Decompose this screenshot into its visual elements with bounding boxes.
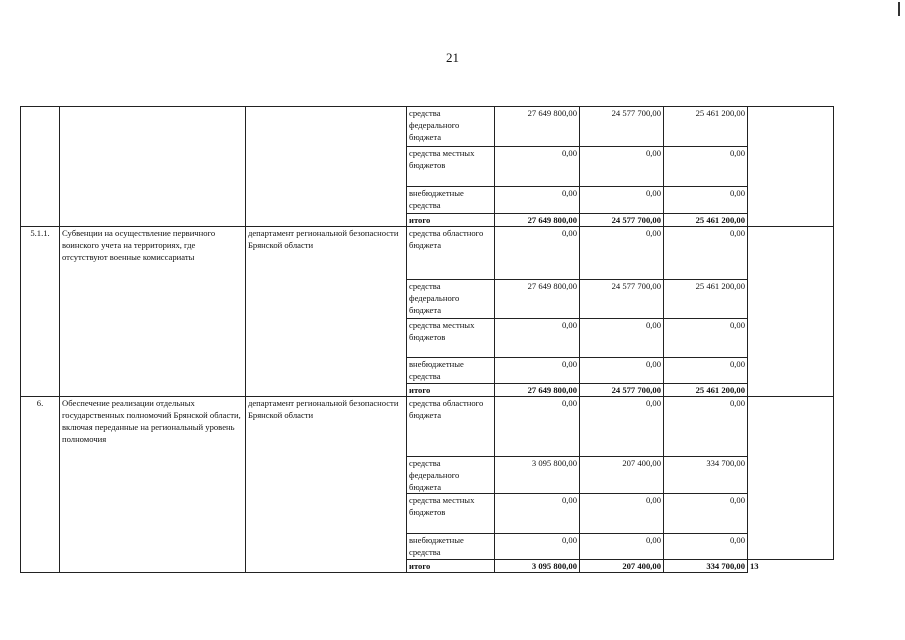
row-note: 13 — [750, 561, 759, 571]
value-year-3: 25 461 200,00 — [664, 214, 748, 227]
value-year-1: 0,00 — [495, 358, 580, 384]
value-year-2: 24 577 700,00 — [580, 280, 664, 319]
funding-source: средства федерального бюджета — [407, 280, 495, 319]
value-year-2: 0,00 — [580, 147, 664, 187]
funding-source: внебюджетные средства — [407, 358, 495, 384]
activity-name-cell — [60, 107, 246, 227]
funding-source: итого — [407, 560, 495, 573]
value-year-2: 24 577 700,00 — [580, 107, 664, 147]
funding-source: средства федерального бюджета — [407, 107, 495, 147]
value-year-2: 0,00 — [580, 534, 664, 560]
row-number-cell — [21, 107, 60, 227]
value-year-3: 0,00 — [664, 319, 748, 358]
value-year-2: 0,00 — [580, 187, 664, 214]
value-year-3: 0,00 — [664, 534, 748, 560]
funding-source: средства областного бюджета — [407, 227, 495, 280]
funding-source: внебюджетные средства — [407, 187, 495, 214]
table-row — [21, 397, 834, 457]
value-year-2: 0,00 — [580, 227, 664, 280]
value-year-2: 0,00 — [580, 397, 664, 457]
indicator-cell — [748, 397, 834, 560]
activity-name: Обеспечение реализации отдельных государственных полномочий Брянской области, включая переданные на региональный уровень полномочия — [60, 397, 246, 573]
value-year-1: 27 649 800,00 — [495, 107, 580, 147]
value-year-1: 0,00 — [495, 227, 580, 280]
funding-source: итого — [407, 214, 495, 227]
value-year-1: 27 649 800,00 — [495, 384, 580, 397]
value-year-3: 25 461 200,00 — [664, 280, 748, 319]
executor-cell — [246, 107, 407, 227]
value-year-2: 207 400,00 — [580, 457, 664, 494]
funding-source: средства местных бюджетов — [407, 319, 495, 358]
value-year-1: 0,00 — [495, 147, 580, 187]
value-year-1: 0,00 — [495, 494, 580, 534]
value-year-3: 25 461 200,00 — [664, 107, 748, 147]
value-year-1: 0,00 — [495, 319, 580, 358]
row-number: 6. — [21, 397, 60, 573]
value-year-1: 27 649 800,00 — [495, 214, 580, 227]
indicator-cell — [748, 227, 834, 397]
value-year-1: 27 649 800,00 — [495, 280, 580, 319]
funding-source: средства местных бюджетов — [407, 147, 495, 187]
value-year-3: 0,00 — [664, 494, 748, 534]
row-number: 5.1.1. — [21, 227, 60, 397]
scan-edge-mark — [898, 2, 900, 16]
value-year-2: 24 577 700,00 — [580, 384, 664, 397]
funding-source: средства федерального бюджета — [407, 457, 495, 494]
funding-source: средства областного бюджета — [407, 397, 495, 457]
budget-table — [20, 106, 834, 573]
executor: департамент региональной безопасности Брянской области — [246, 397, 407, 573]
value-year-3: 0,00 — [664, 358, 748, 384]
value-year-3: 0,00 — [664, 147, 748, 187]
indicator-cell — [748, 107, 834, 227]
value-year-2: 0,00 — [580, 494, 664, 534]
value-year-2: 0,00 — [580, 319, 664, 358]
value-year-2: 207 400,00 — [580, 560, 664, 573]
executor: департамент региональной безопасности Брянской области — [246, 227, 407, 397]
value-year-1: 3 095 800,00 — [495, 560, 580, 573]
value-year-3: 0,00 — [664, 187, 748, 214]
page-number: 21 — [446, 50, 459, 65]
value-year-3: 0,00 — [664, 227, 748, 280]
value-year-1: 0,00 — [495, 187, 580, 214]
value-year-2: 0,00 — [580, 358, 664, 384]
value-year-2: 24 577 700,00 — [580, 214, 664, 227]
value-year-3: 334 700,00 — [664, 457, 748, 494]
activity-name: Субвенции на осуществление первичного воинского учета на территориях, где отсутствуют военные комиссариаты — [60, 227, 246, 397]
value-year-3: 0,00 — [664, 397, 748, 457]
funding-source: итого — [407, 384, 495, 397]
value-year-3: 334 700,00 — [664, 560, 748, 573]
value-year-1: 0,00 — [495, 397, 580, 457]
value-year-1: 3 095 800,00 — [495, 457, 580, 494]
value-year-3: 25 461 200,00 — [664, 384, 748, 397]
funding-source: внебюджетные средства — [407, 534, 495, 560]
table-row — [21, 107, 834, 147]
value-year-1: 0,00 — [495, 534, 580, 560]
table-row — [21, 227, 834, 280]
funding-source: средства местных бюджетов — [407, 494, 495, 534]
